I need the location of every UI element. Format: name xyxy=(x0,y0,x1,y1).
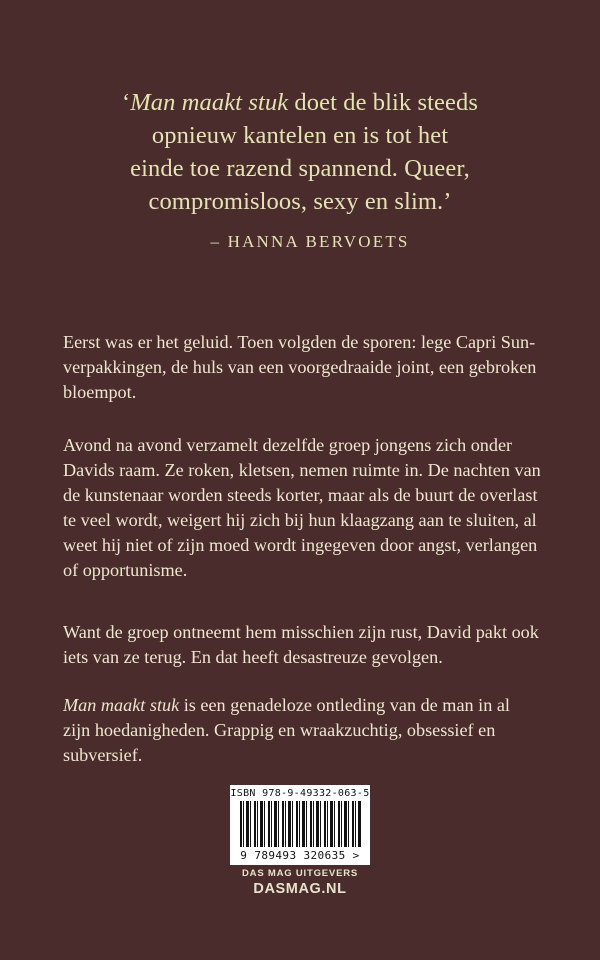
barcode-bars xyxy=(240,801,362,847)
blurb-paragraph-4 xyxy=(63,693,541,768)
blurb-paragraph-3: Want de groep ontneemt hem misschien zijn rust, David pakt ook iets van ze terug. En dat heeft desastreuze gevolgen. xyxy=(63,622,539,667)
blurb-paragraph-1: Eerst was er het geluid. Toen volgden de sporen: lege Capri Sun-verpakkingen, de huls van een voorgedraaide joint, een gebroken bloempot. xyxy=(63,332,537,402)
open-quote-mark: ‘ xyxy=(122,89,131,116)
quote-attribution: – HANNA BERVOETS xyxy=(210,232,410,251)
isbn-barcode xyxy=(230,785,370,865)
blurb-paragraph-2: Avond na avond verzamelt dezelfde groep jongens zich onder Davids raam. Ze roken, kletsen, nemen ruimte in. De nachten van de kunstenaar worden steeds korter, maar als de buurt de overlast te veel wordt, weigert hij zich bij hun klaagzang aan te sluiten, al weet hij niet of zijn moed wordt ingegeven door angst, verlangen of opportunisme. xyxy=(63,435,541,580)
publisher-url: DASMAG.NL xyxy=(253,881,347,897)
quote-line-4: compromisloos, sexy en slim.’ xyxy=(148,188,452,215)
quote-line-1: doet de blik steeds xyxy=(288,89,478,116)
publisher-block xyxy=(0,868,600,897)
barcode-digits: 9 789493 320635 > xyxy=(240,849,360,862)
review-quote xyxy=(95,86,505,218)
quote-book-title: Man maakt stuk xyxy=(130,89,289,116)
blurb-book-title: Man maakt stuk xyxy=(63,695,180,715)
isbn-label: ISBN 978-9-49332-063-5 xyxy=(230,788,370,799)
publisher-name: DAS MAG UITGEVERS xyxy=(242,868,358,879)
quote-line-2: opnieuw kantelen en is tot het xyxy=(151,122,449,149)
blurb-paragraph-4-text: is een genadeloze ontleding van de man in al zijn hoedanigheden. Grappig en wraakzuchtig, obsessief en subversief. xyxy=(63,695,510,765)
quote-line-3: einde toe razend spannend. Queer, xyxy=(130,155,470,182)
